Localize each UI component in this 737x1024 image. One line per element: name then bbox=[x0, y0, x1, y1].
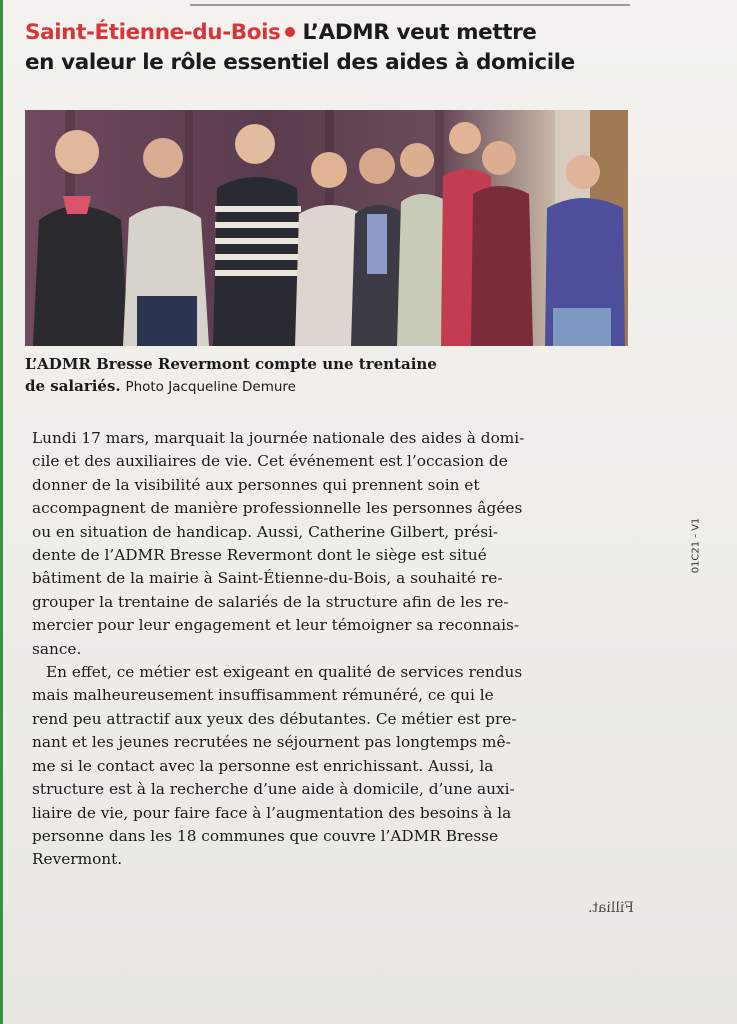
article-line: structure est à la recherche d’une aide à domicile, d’une auxi- bbox=[32, 780, 515, 799]
headline-kicker: Saint-Étienne-du-Bois bbox=[25, 20, 281, 45]
article-line: sance. bbox=[32, 639, 82, 658]
bleed-through-signature: Filliat. bbox=[588, 900, 635, 916]
headline bbox=[25, 18, 625, 78]
article-line: grouper la trentaine de salariés de la structure afin de les re- bbox=[32, 592, 509, 611]
page-code: 01C21 - V1 bbox=[690, 517, 702, 574]
caption-line1: L’ADMR Bresse Revermont compte une trentaine bbox=[25, 355, 437, 373]
article-line: mais malheureusement insuffisamment rémunéré, ce qui le bbox=[32, 686, 494, 705]
article-line: accompagnent de manière professionnelle les personnes âgées bbox=[32, 499, 523, 518]
article-line: cile et des auxiliaires de vie. Cet événement est l’occasion de bbox=[32, 452, 508, 471]
article-line: rend peu attractif aux yeux des débutantes. Ce métier est pre- bbox=[32, 709, 517, 728]
article-line: liaire de vie, pour faire face à l’augmentation des besoins à la bbox=[32, 803, 512, 822]
article-line: me si le contact avec la personne est enrichissant. Aussi, la bbox=[32, 756, 494, 775]
headline-title-line2: en valeur le rôle essentiel des aides à domicile bbox=[25, 50, 575, 75]
article-line: Revermont. bbox=[32, 850, 123, 869]
article-line: nant et les jeunes recrutées ne séjournent pas longtemps mê- bbox=[32, 733, 511, 752]
article-line: donner de la visibilité aux personnes qui prennent soin et bbox=[32, 475, 480, 494]
article-line: bâtiment de la mairie à Saint-Étienne-du-Bois, a souhaité re- bbox=[32, 569, 503, 588]
person-figures bbox=[33, 122, 625, 346]
bullet-icon bbox=[285, 27, 295, 37]
headline-title-line1: L’ADMR veut mettre bbox=[302, 20, 537, 45]
article-line: ou en situation de handicap. Aussi, Catherine Gilbert, prési- bbox=[32, 522, 499, 541]
group-photo bbox=[25, 110, 628, 346]
article-line: mercier pour leur engagement et leur témoigner sa reconnais- bbox=[32, 616, 520, 635]
page-edge bbox=[0, 0, 3, 1024]
article-line: Lundi 17 mars, marquait la journée nationale des aides à domi- bbox=[32, 429, 525, 447]
photo-credit: Photo Jacqueline Demure bbox=[125, 379, 296, 395]
group-photo-illustration bbox=[25, 110, 628, 346]
article-line: personne dans les 18 communes que couvre l’ADMR Bresse bbox=[32, 826, 499, 845]
photo-caption bbox=[25, 353, 625, 398]
article-line: dente de l’ADMR Bresse Revermont dont le siège est situé bbox=[32, 546, 487, 565]
article-line: En effet, ce métier est exigeant en qualité de services rendus bbox=[46, 663, 523, 682]
article-body bbox=[32, 427, 630, 872]
caption-line2: de salariés. bbox=[25, 377, 121, 395]
top-rule bbox=[190, 4, 630, 6]
